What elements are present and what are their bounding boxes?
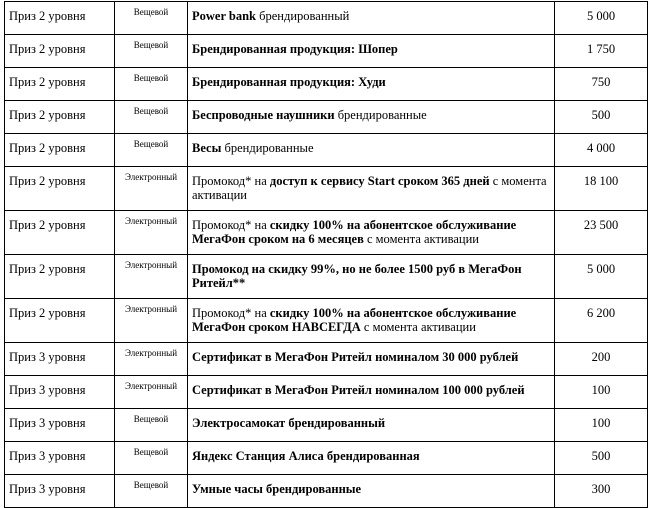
prize-name-cell xyxy=(188,2,555,35)
prize-name-bold: доступ к сервису Start сроком 365 дней xyxy=(269,174,490,188)
prize-level-cell: Приз 2 уровня xyxy=(5,2,115,35)
prize-name-bold: Сертификат в МегаФон Ритейл номиналом 100 000 рублей xyxy=(192,383,525,397)
prize-quantity-cell: 6 200 xyxy=(555,299,648,343)
prize-name-cell xyxy=(188,343,555,376)
prize-quantity-cell: 500 xyxy=(555,101,648,134)
prize-name-bold: Беспроводные наушники xyxy=(192,108,335,122)
prize-name-text: брендированные xyxy=(334,108,427,122)
prize-type-cell: Электронный xyxy=(115,343,188,376)
prize-name-cell xyxy=(188,167,555,211)
prize-name-bold: Power bank xyxy=(192,9,257,23)
prize-name-bold: Весы xyxy=(192,141,222,155)
prize-row xyxy=(5,442,648,475)
prize-name-text: с момента активации xyxy=(363,232,479,246)
prize-level-cell: Приз 3 уровня xyxy=(5,442,115,475)
prize-row xyxy=(5,167,648,211)
prize-name-text: Промокод* на xyxy=(192,174,270,188)
prize-name-cell xyxy=(188,68,555,101)
prize-type-cell: Вещевой xyxy=(115,101,188,134)
prize-name-cell xyxy=(188,442,555,475)
prize-row xyxy=(5,343,648,376)
prize-level-cell: Приз 2 уровня xyxy=(5,101,115,134)
prize-name-text: с момента активации xyxy=(192,174,547,202)
prize-type-cell: Электронный xyxy=(115,255,188,299)
prize-type-cell: Электронный xyxy=(115,211,188,255)
prize-quantity-cell: 5 000 xyxy=(555,2,648,35)
prize-level-cell: Приз 3 уровня xyxy=(5,376,115,409)
prize-type-cell: Электронный xyxy=(115,376,188,409)
prize-type-cell: Вещевой xyxy=(115,68,188,101)
prize-row xyxy=(5,255,648,299)
prize-name-cell xyxy=(188,409,555,442)
prize-quantity-cell: 4 000 xyxy=(555,134,648,167)
prize-level-cell: Приз 2 уровня xyxy=(5,35,115,68)
prize-type-cell: Электронный xyxy=(115,167,188,211)
prize-name-cell xyxy=(188,299,555,343)
prize-name-bold: Яндекс Станция Алиса брендированная xyxy=(192,449,420,463)
prize-type-cell: Вещевой xyxy=(115,35,188,68)
prize-row xyxy=(5,2,648,35)
prize-level-cell: Приз 2 уровня xyxy=(5,68,115,101)
prize-name-bold: Сертификат в МегаФон Ритейл номиналом 30 000 рублей xyxy=(192,350,519,364)
prize-name-text: Промокод* на xyxy=(192,306,270,320)
prize-type-cell: Электронный xyxy=(115,299,188,343)
prize-name-bold: Брендированная продукция: Худи xyxy=(192,75,386,89)
prize-name-cell xyxy=(188,134,555,167)
prize-name-text: с момента активации xyxy=(360,320,476,334)
prize-level-cell: Приз 3 уровня xyxy=(5,475,115,508)
prize-row xyxy=(5,35,648,68)
prize-level-cell: Приз 2 уровня xyxy=(5,211,115,255)
prize-quantity-cell: 100 xyxy=(555,376,648,409)
prize-type-cell: Вещевой xyxy=(115,2,188,35)
prize-quantity-cell: 23 500 xyxy=(555,211,648,255)
prize-quantity-cell: 18 100 xyxy=(555,167,648,211)
prize-name-cell xyxy=(188,211,555,255)
prize-name-bold: Умные часы брендированные xyxy=(192,482,362,496)
prize-level-cell: Приз 3 уровня xyxy=(5,343,115,376)
prize-name-bold: Брендированная продукция: Шопер xyxy=(192,42,398,56)
prize-level-cell: Приз 2 уровня xyxy=(5,167,115,211)
prize-quantity-cell: 500 xyxy=(555,442,648,475)
prize-name-cell xyxy=(188,35,555,68)
prize-row xyxy=(5,101,648,134)
prize-name-cell xyxy=(188,101,555,134)
prize-level-cell: Приз 2 уровня xyxy=(5,134,115,167)
prize-name-text: Промокод* на xyxy=(192,218,270,232)
prize-quantity-cell: 300 xyxy=(555,475,648,508)
prize-type-cell: Вещевой xyxy=(115,475,188,508)
prize-level-cell: Приз 2 уровня xyxy=(5,255,115,299)
prize-row xyxy=(5,68,648,101)
prize-row xyxy=(5,409,648,442)
prize-name-text: брендированный xyxy=(256,9,350,23)
prize-name-cell xyxy=(188,376,555,409)
prize-row xyxy=(5,299,648,343)
prize-name-bold: Электросамокат брендированный xyxy=(192,416,386,430)
prize-name-bold: скидку 100% на абонентское обслуживание МегаФон сроком на 6 месяцев xyxy=(192,218,517,246)
prize-type-cell: Вещевой xyxy=(115,134,188,167)
prize-type-cell: Вещевой xyxy=(115,442,188,475)
prize-quantity-cell: 200 xyxy=(555,343,648,376)
prize-type-cell: Вещевой xyxy=(115,409,188,442)
prize-quantity-cell: 5 000 xyxy=(555,255,648,299)
prize-name-bold: Промокод на скидку 99%, но не более 1500 руб в МегаФон Ритейл** xyxy=(192,262,522,290)
prize-quantity-cell: 750 xyxy=(555,68,648,101)
prize-level-cell: Приз 3 уровня xyxy=(5,409,115,442)
prize-name-cell xyxy=(188,475,555,508)
prize-row xyxy=(5,134,648,167)
prize-row xyxy=(5,475,648,508)
prize-quantity-cell: 1 750 xyxy=(555,35,648,68)
prize-table-body xyxy=(5,2,648,508)
prize-quantity-cell: 100 xyxy=(555,409,648,442)
prize-table xyxy=(4,1,648,508)
prize-row xyxy=(5,376,648,409)
prize-level-cell: Приз 2 уровня xyxy=(5,299,115,343)
prize-row xyxy=(5,211,648,255)
prize-name-cell xyxy=(188,255,555,299)
prize-name-bold: скидку 100% на абонентское обслуживание МегаФон сроком НАВСЕГДА xyxy=(192,306,517,334)
prize-name-text: брендированные xyxy=(221,141,314,155)
